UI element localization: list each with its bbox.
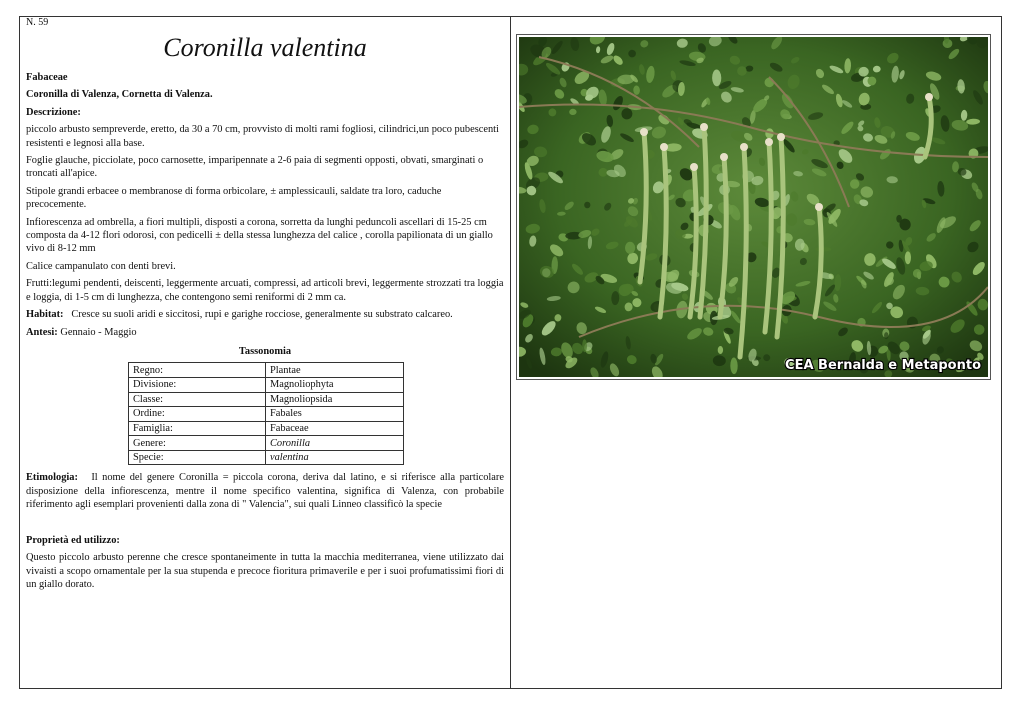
- taxonomy-value: Fabales: [266, 407, 404, 422]
- taxonomy-rank: Regno:: [129, 363, 266, 378]
- pod-cap: [720, 153, 728, 161]
- pod-cap: [700, 123, 708, 131]
- description-paragraph: Stipole grandi erbacee o membranose di forma orbicolare, ± amplessicauli, saldate tra loro, caduche precocemente.: [26, 185, 442, 211]
- family-name: Fabaceae: [26, 72, 68, 83]
- taxonomy-value: Magnoliophyta: [266, 377, 404, 392]
- taxonomy-rank: Genere:: [129, 436, 266, 451]
- taxonomy-value: Fabaceae: [266, 421, 404, 436]
- plant-photo-frame: [516, 34, 991, 380]
- table-row: [129, 436, 404, 451]
- antesi-label: Antesi:: [26, 326, 58, 338]
- table-row: [129, 421, 404, 436]
- pod-cap: [690, 163, 698, 171]
- table-row: [129, 407, 404, 422]
- description-paragraph: Infiorescenza ad ombrella, a fiori multipli, disposti a corona, sorretta da lunghi peduncoli ascellari di 15-25 cm composta da 4-12 flori odorosi, con pedicelli ± della stessa lunghezza del calice , corolla papilionata di un giallo vivo di 8-12 mm: [26, 216, 493, 255]
- taxonomy-rank: Specie:: [129, 450, 266, 465]
- table-row: [129, 450, 404, 465]
- taxonomy-value: Magnoliopsida: [266, 392, 404, 407]
- leaf: [905, 251, 911, 264]
- taxonomy-title: Tassonomia: [238, 345, 292, 357]
- taxonomy-value: Plantae: [266, 363, 404, 378]
- pod-cap: [765, 138, 773, 146]
- leaf: [599, 168, 608, 177]
- habitat-text: Cresce su suoli aridi e siccitosi, rupi e garighe rocciose, generalmente su substrato calcareo.: [71, 309, 453, 321]
- table-row: [129, 392, 404, 407]
- description-label: Descrizione:: [26, 106, 81, 118]
- species-title: Coronilla valentina: [163, 33, 367, 62]
- etymology-label: Etimologia:: [26, 472, 78, 484]
- sheet-number: N. 59: [26, 17, 49, 28]
- taxonomy-rank: Ordine:: [129, 407, 266, 422]
- etymology-section: [26, 471, 504, 511]
- taxonomy-value: valentina: [266, 450, 404, 465]
- description-paragraph: Calice campanulato con denti brevi.: [26, 260, 176, 272]
- etymology-text: Il nome del genere Coronilla = piccola corona, deriva dal latino, e si riferisce alla particolare disposizione della infiorescenza, mentre il nome specifico valentina, significa di Valenza, con probabile riferimento agli esemplari provenienti dalla zona di " Valencia", sui quali Linneo classificò la specie: [26, 472, 504, 511]
- pod-cap: [815, 203, 823, 211]
- description-paragraph: piccolo arbusto sempreverde, eretto, da 30 a 70 cm, provvisto di molti rami fogliosi, cilindrici,un poco pubescenti resistenti e legnosi alla base.: [26, 124, 499, 149]
- description-paragraph: Foglie glauche, picciolate, poco carnosette, imparipennate a 2-6 paia di segmenti opposti, obvati, smarginati o troncati all'apice.: [26, 155, 484, 180]
- pod-cap: [660, 143, 668, 151]
- taxonomy-rank: Famiglia:: [129, 421, 266, 436]
- taxonomy-rank: Divisione:: [129, 377, 266, 392]
- taxonomy-value: Coronilla: [266, 436, 404, 451]
- pod-cap: [925, 93, 933, 101]
- photo-credit: CEA Bernalda e Metaponto: [785, 358, 981, 373]
- pod-cap: [777, 133, 785, 141]
- common-names: Coronilla di Valenza, Cornetta di Valenza.: [26, 89, 213, 101]
- antesi-text: Gennaio - Maggio: [60, 326, 137, 338]
- text-column: [26, 17, 504, 595]
- habitat-section: [26, 308, 504, 321]
- pod-cap: [740, 143, 748, 151]
- taxonomy-rank: Classe:: [129, 392, 266, 407]
- pod-cap: [640, 128, 648, 136]
- leaf: [884, 332, 888, 339]
- table-row: [129, 363, 404, 378]
- column-divider: [510, 16, 511, 689]
- description-paragraph: Frutti:legumi pendenti, deiscenti, leggermente arcuati, compressi, ad articoli brevi, leggermente strozzati tra loggia e loggia, di 1-5 cm di lunghezza, che contengono semi reniformi di 2 mm ca.: [26, 278, 504, 303]
- habitat-label: Habitat:: [26, 309, 64, 321]
- plant-photo: [519, 37, 988, 377]
- antesi-section: [26, 326, 504, 339]
- properties-text: Questo piccolo arbusto perenne che cresce spontaneimente in tutta la macchia mediterranea, viene utilizzato dai vivaisti a scopo ornamentale per la sua stupenda e precoce fioritura primaverile e per i suoi profumatissimi fiori di un giallo dorato.: [26, 552, 504, 590]
- table-row: [129, 377, 404, 392]
- taxonomy-table: [128, 362, 404, 465]
- properties-label: Proprietà ed utilizzo:: [26, 534, 120, 546]
